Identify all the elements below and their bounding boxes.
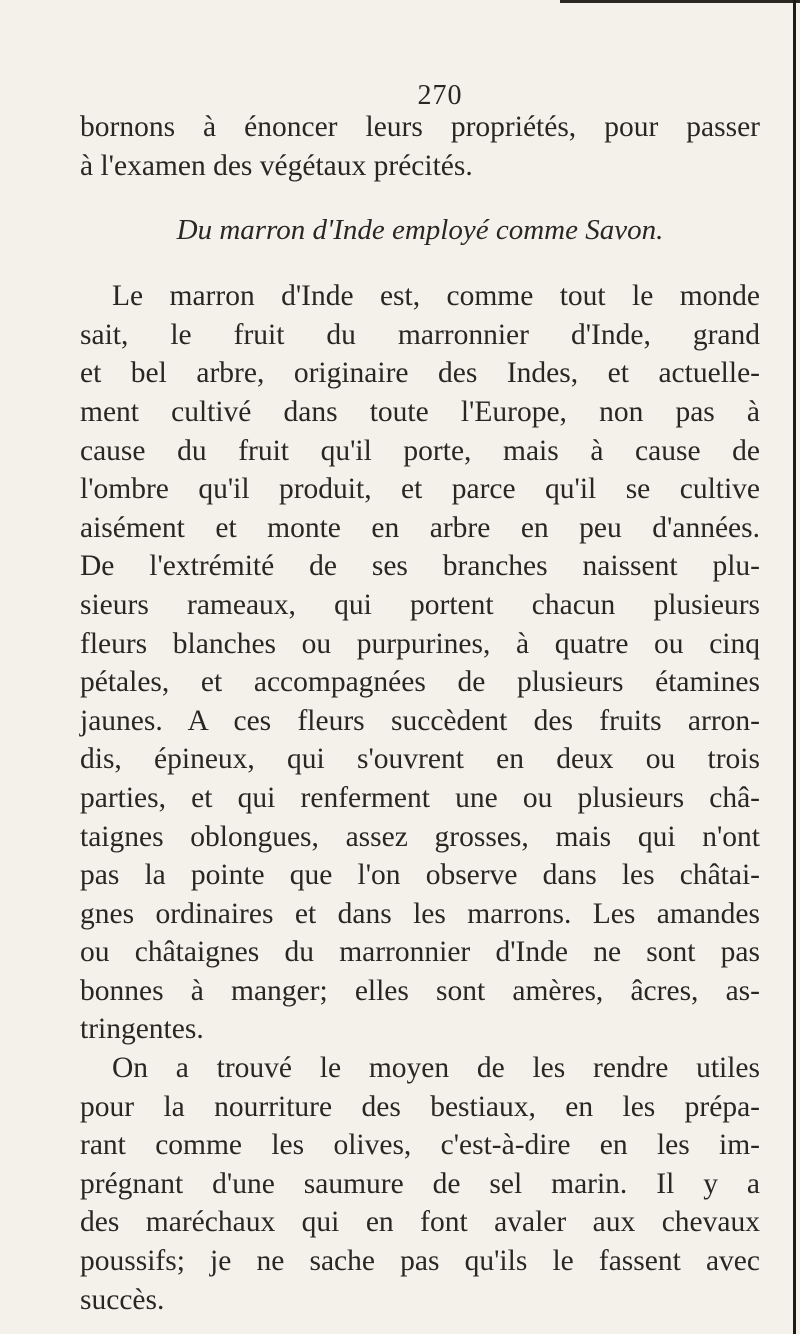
text-line: aisément et monte en arbre en peu d'années. <box>80 511 760 544</box>
text-line: ment cultivé dans toute l'Europe, non pas à <box>80 395 760 428</box>
text-line: bonnes à manger; elles sont amères, âcres, as- <box>80 974 760 1007</box>
text-line: sait, le fruit du marronnier d'Inde, grand <box>80 318 760 351</box>
text-line: succès. <box>80 1283 165 1316</box>
text-line: l'ombre qu'il produit, et parce qu'il se cultive <box>80 473 760 506</box>
paragraph-1 <box>80 277 760 1049</box>
page-number: 270 <box>417 80 463 111</box>
text-line: De l'extrémité de ses branches naissent plu- <box>80 550 760 583</box>
paragraph-2 <box>80 1049 760 1319</box>
text-line: ou châtaignes du marronnier d'Inde ne sont pas <box>80 936 760 969</box>
text-line: taignes oblongues, assez grosses, mais qui n'ont <box>80 820 760 853</box>
text-line: et bel arbre, originaire des Indes, et actuelle- <box>80 357 760 390</box>
text-line: bornons à énoncer leurs propriétés, pour passer <box>80 111 760 143</box>
text-line: gnes ordinaires et dans les marrons. Les amandes <box>80 897 760 930</box>
text-line: rant comme les olives, c'est-à-dire en les im- <box>80 1129 760 1162</box>
text-line: poussifs; je ne sache pas qu'ils le fassent avec <box>80 1245 760 1278</box>
text-line: sieurs rameaux, qui portent chacun plusieurs <box>80 588 760 621</box>
page-binding-edge <box>793 0 796 1334</box>
text-line: tringentes. <box>80 1013 204 1046</box>
paragraph-intro <box>80 108 760 185</box>
text-line: à l'examen des végétaux précités. <box>80 149 473 182</box>
text-line: fleurs blanches ou purpurines, à quatre ou cinq <box>80 627 760 660</box>
text-line: Le marron d'Inde est, comme tout le monde <box>112 280 760 313</box>
text-line: pour la nourriture des bestiaux, en les prépa- <box>80 1090 760 1123</box>
text-line: dis, épineux, qui s'ouvrent en deux ou trois <box>80 743 760 776</box>
text-line: prégnant d'une saumure de sel marin. Il y a <box>80 1167 760 1200</box>
section-title: Du marron d'Inde employé comme Savon. <box>176 214 664 247</box>
text-line: pas la pointe que l'on observe dans les châtai- <box>80 859 760 892</box>
text-line: pétales, et accompagnées de plusieurs étamines <box>80 666 760 699</box>
text-line: On a trouvé le moyen de les rendre utiles <box>112 1052 760 1085</box>
text-line: jaunes. A ces fleurs succèdent des fruits arron- <box>80 704 760 737</box>
text-line: parties, et qui renferment une ou plusieurs châ- <box>80 781 760 814</box>
text-line: des maréchaux qui en font avaler aux chevaux <box>80 1206 760 1239</box>
text-line: cause du fruit qu'il porte, mais à cause de <box>80 434 760 467</box>
text-block <box>80 108 760 1319</box>
page-top-edge <box>560 0 800 3</box>
